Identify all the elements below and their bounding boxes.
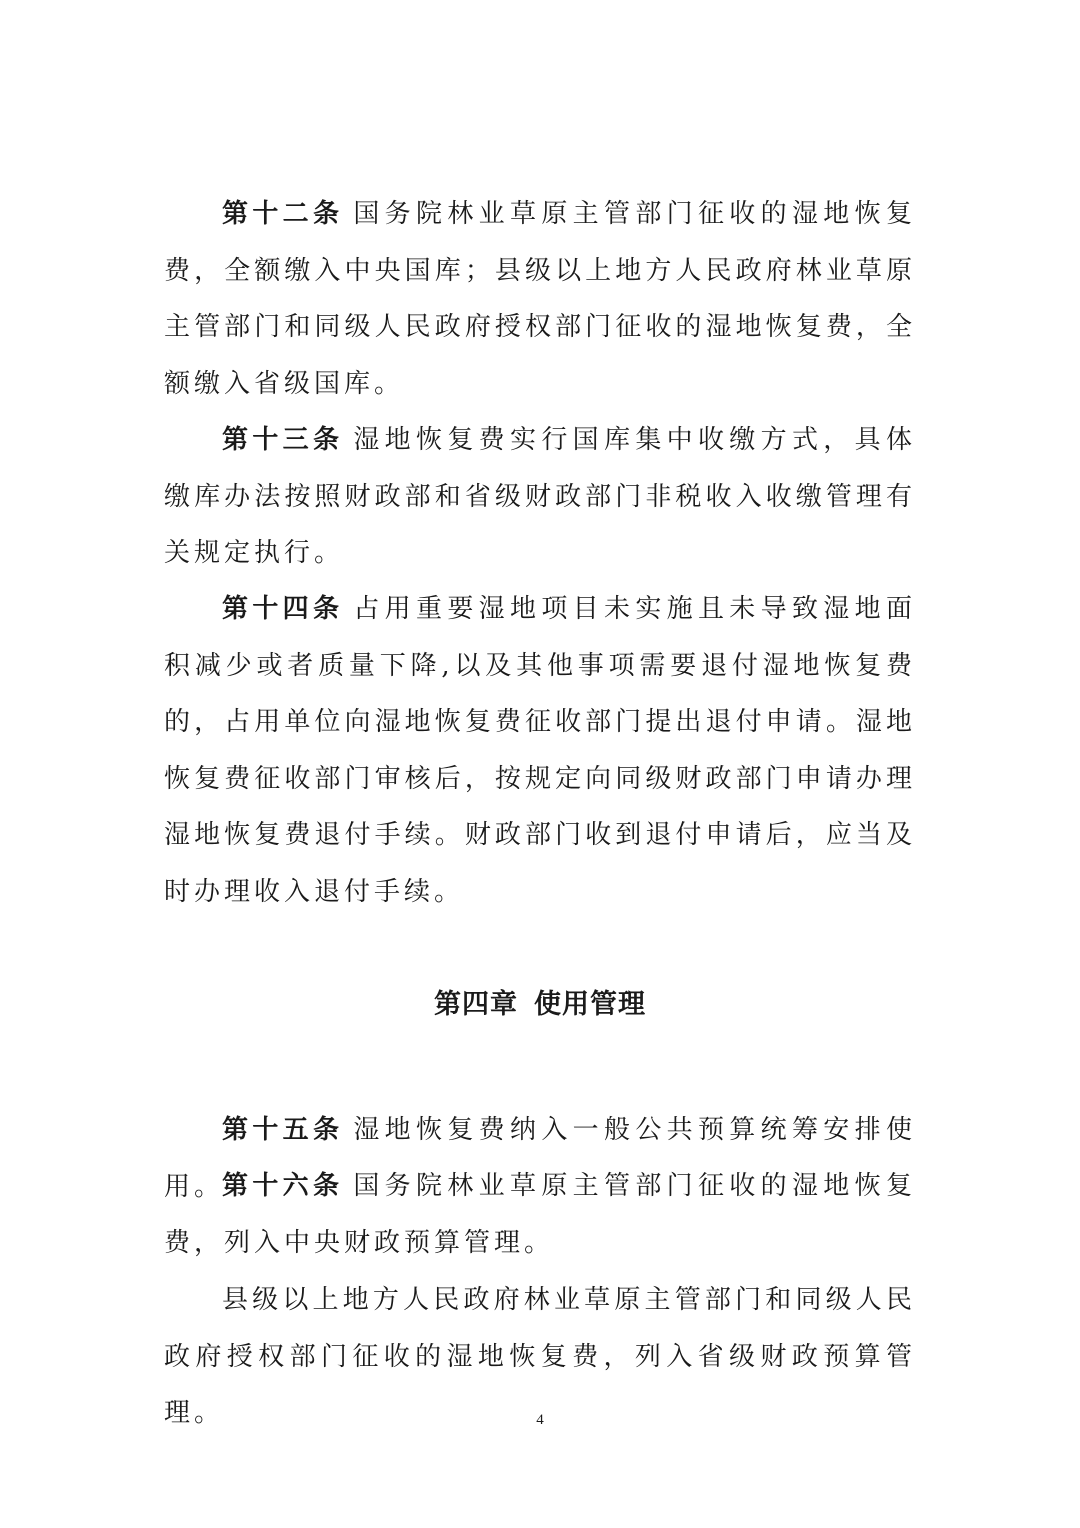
article-13-label: 第十三条 — [222, 425, 344, 455]
chapter-title: 使用管理 — [534, 989, 646, 1020]
article-13 — [164, 412, 916, 582]
article-13-text: 湿地恢复费实行国库集中收缴方式，具体缴库办法按照财政部和省级财政部门非税收入收缴管理有关规定执行。 — [164, 425, 916, 568]
article-15-text: 湿地恢复费纳入一般公共预算统筹安排使用。 — [164, 1115, 916, 1202]
article-12-text: 国务院林业草原主管部门征收的湿地恢复费，全额缴入中央国库；县级以上地方人民政府林业草原主管部门和同级人民政府授权部门征收的湿地恢复费，全额缴入省级国库。 — [164, 199, 916, 399]
article-14 — [164, 581, 916, 920]
article-16-label: 第十六条 — [222, 1171, 344, 1201]
article-16-text: 国务院林业草原主管部门征收的湿地恢复费，列入中央财政预算管理。 — [164, 1171, 916, 1258]
article-15-label: 第十五条 — [222, 1115, 344, 1145]
article-12-label: 第十二条 — [222, 199, 344, 229]
article-16 — [164, 1158, 916, 1271]
chapter-heading — [0, 982, 1080, 1021]
article-12 — [164, 186, 916, 412]
chapter-number: 第四章 — [434, 989, 518, 1020]
article-14-text: 占用重要湿地项目未实施且未导致湿地面积减少或者质量下降,以及其他事项需要退付湿地恢复费的，占用单位向湿地恢复费征收部门提出退付申请。湿地恢复费征收部门审核后，按规定向同级财政部门申请办理湿地恢复费退付手续。财政部门收到退付申请后，应当及时办理收入退付手续。 — [164, 594, 916, 907]
article-14-label: 第十四条 — [222, 594, 344, 624]
page-number: 4 — [536, 1412, 544, 1428]
article-16-paragraph-2-text: 县级以上地方人民政府林业草原主管部门和同级人民政府授权部门征收的湿地恢复费，列入省级财政预算管理。 — [164, 1285, 916, 1428]
